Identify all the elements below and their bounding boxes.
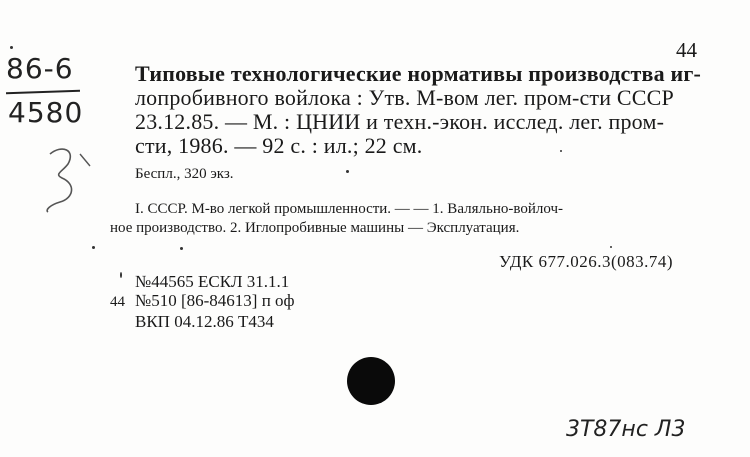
page-number: 44: [676, 38, 697, 62]
bibliographic-description: [135, 62, 710, 158]
handwritten-shelfmark-top: 86-6: [6, 52, 74, 85]
handwritten-fraction-line: [6, 90, 80, 95]
subject-line: ное производство. 2. Иглопробивные машины — Эксплуатация.: [110, 220, 520, 236]
subject-line: I. СССР. М-во легкой промышленности. — — 1. Валяльно-войлоч-: [135, 201, 563, 217]
title-line: сти, 1986. — 92 с. : ил.; 22 см.: [135, 133, 423, 158]
technical-data: [110, 272, 295, 331]
ink-speck: [10, 46, 13, 49]
handwritten-shelfmark-bottom: 4580: [8, 96, 84, 129]
tech-line: №44565 ЕСКЛ 31.1.1: [135, 272, 290, 291]
tech-line: 44 №510 [86-84613] п оф: [110, 291, 295, 310]
ink-speck: [346, 170, 349, 173]
tech-line: ВКП 04.12.86 Т434: [135, 312, 274, 331]
punch-hole: [347, 357, 395, 405]
ink-speck: [180, 247, 183, 250]
ink-speck: [120, 272, 122, 278]
udc-code: УДК 677.026.3(083.74): [499, 252, 674, 271]
title-line: Типовые технологические нормативы производства иг-: [135, 61, 702, 86]
circulation-note: Беспл., 320 экз.: [135, 166, 234, 182]
title-line: лопробивного войлока : Утв. М-вом лег. пром-сти СССР: [135, 85, 674, 110]
ink-speck: [92, 246, 95, 249]
title-line: 23.12.85. — М. : ЦНИИ и техн.-экон. исслед. лег. пром-: [135, 109, 665, 134]
tech-prefix: 44: [110, 294, 125, 310]
handwritten-margin-mark: [40, 140, 95, 215]
ink-speck: [560, 150, 562, 152]
ink-speck: [610, 246, 612, 248]
handwritten-signature: 3Т87нс Л3: [566, 417, 686, 442]
subject-headings: [110, 200, 710, 238]
